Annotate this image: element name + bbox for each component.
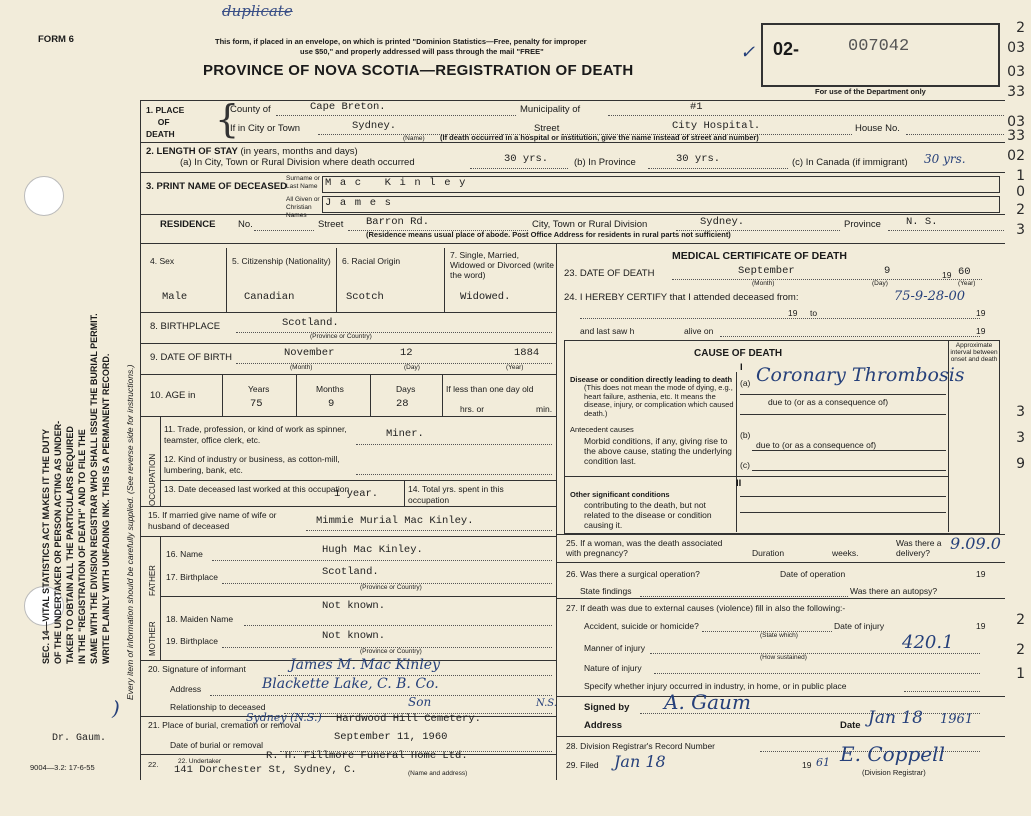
residence-city: Sydney.	[700, 216, 745, 228]
dob-month: November	[284, 347, 335, 359]
burial-place-prefix: Sydney (N.S.)	[246, 711, 322, 724]
filed-date: Jan 18	[614, 752, 666, 771]
attended-code: 75-9-28-00	[894, 289, 966, 304]
city-label: If in City or Town	[230, 123, 301, 134]
death-certificate-form: FORM 6 duplicate This form, if placed in an envelope, on which is printed "Dominion Statistics—Free, penalty for improper use $50," and properly addressed will pass through the mail "FREE" PROVINCE OF NOVA SCOTIA—REGISTRATION OF DEATH 02- 007042 For use of the Department only ✓ SEC. 14—VITAL STATISTICS ACT MAKES IT THE DUTY OF THE UNDERTAKER OR PERSON ACTING AS UNDER- TAKER TO OBTAIN ALL THE PARTICULARS REQUIRED IN THE "REGISTRATION OF DEATH" AND TO FILE THE SAME WITH THE DIVISION REGISTRAR WHO SHALL ISSUE THE BURIAL PERMIT. WRITE PLAINLY WITH UNFADING INK. THIS IS A PERMANENT RECORD. Every item of information should be carefully supplied. (See reverse side for instructions.) ) Dr. Gaum. 9004—3.2: 17-6-55 1. PLACE OF DEATH { County of Cape Breton. Municipality of #1 If in City or Town Sydney. (Name) Street City Hospital. House No. (If death occurred in a hospital or institution, give the name instead of street and number) 2. LENGTH OF STAY (in years, months and days) (a) In City, Town or Rural Division where death occurred 30 yrs. (b) In Province 30 yrs. (c) In Canada (if immigrant) 30 yrs. 3. PRINT NAME OF DECEASED Surname or Last Name Mac Kinley All Given or Christian Names James RESIDENCE No. Street Barron Rd. City, Town or Rural Division Sydney. Province N. S. (Residence means usual place of abode. Post Office Address for residents in rural parts not sufficient) 4. Sex 5. Citizenship (Nationality) 6. Racial Origin 7. Single, Married, Widowed or Divorced (write the word) Male Canadian Scotch Widowed. 8. BIRTHPLACE Scotland. (Province or Country) 9. DATE OF BIRTH November 12 1884 (Month) (Day) (Year) 10. AGE in Years Months Days 75 9 28 If less than one day old hrs. or min. OCCUPATION 11. Trade, profession, or kind of work as spinner, teamster, office clerk, etc. Miner. 12. Kind of industry or business, as cotton-mill, lumbering, bank, etc. 13. Date deceased last worked at this occupation 1 year. 14. Total yrs. spent in this occupation 15. If married give name of wife or husband of deceased Mimmie Murial Mac Kinley. FATHER 16. Name Hugh Mac Kinley. 17. Birthplace Scotland. (Province or Country) MOTHER 18. Maiden Name Not known. 19. Birthplace Not known. (Province or Country) 20. Signature of informant James M. Mac Kinley Address Blackette Lake, C. B. Co. N.S. Relationship to deceased Son 21. Place of burial, cremation or removal Sydney (N.S.) Hardwood Hill Cemetery. Date of burial or removal September 11, 1960 22. 22. Undertaker R. H. Fillmore Funeral Home Ltd. 141 Dorchester St, Sydney, C. (Name and address) MEDICAL CERTIFICATE OF DEATH 23. DATE OF DEATH September 9 19 60 (Month) (Day) (Year) 24. I HEREBY CERTIFY that I attended deceased from: 75-9-28-00 19 to 19 and last saw h alive on 19 CAUSE OF DEATH Approximate interval between onset and death I Disease or condition directly leading to death (This does not mean the mode of dying, e.g., heart failure, asthenia, etc. It means the disease, injury, or complication which caused death.) (a) Coronary Thrombosis due to (or as a consequence of) Antecedent causes Morbid conditions, if any, giving rise to the above cause, stating the underlying condition last. (b) due to (or as a consequence of) (c) II Other significant conditions contributing to the death, but not related to the disease or condition causing it. 25. If a woman, was the death associated with pregnancy? Duration weeks. Was there a delivery? 9.09.0 26. Was there a surgical operation? Date of operation 19 State findings Was there an autopsy? 27. If death was due to external causes (violence) fill in also the following:- Accident, suicide or homicide? Date of injury 19 (State which) Manner of injury 420.1 (How sustained) Nature of injury Specify whether injury occurred in industry, in home, or in public place Signed by A. Gaum Address Date Jan 18 1961 28. Division Registrar's Record Number 29. Filed Jan 18 19 61 E. Coppell (Division Registrar) 2 03 03 33 03 33 02 1 0 2 3 3 3 9 2 2 1	[0, 0, 1031, 816]
page-title: PROVINCE OF NOVA SCOTIA—REGISTRATION OF DEATH	[203, 62, 634, 79]
residence-label: RESIDENCE	[160, 219, 216, 230]
residence-street: Barron Rd.	[366, 216, 430, 228]
municipality-value: #1	[690, 101, 703, 113]
mother-birthplace: Not known.	[322, 630, 386, 642]
informant-signature: James M. Mac Kinley	[290, 657, 440, 673]
signed-by-signature: A. Gaum	[664, 690, 751, 714]
sidebar-mark: )	[112, 696, 120, 720]
informant-relation: Son	[408, 695, 432, 709]
stay-c-label: (c) In Canada (if immigrant)	[792, 157, 908, 168]
spouse-value: Mimmie Murial Mac Kinley.	[316, 515, 474, 527]
place-label: 1. PLACE OF DEATH	[146, 105, 185, 139]
municipality-label: Municipality of	[520, 104, 581, 115]
filed-year: 61	[816, 756, 830, 769]
burial-date: September 11, 1960	[334, 731, 448, 743]
stay-label: 2. LENGTH OF STAY (in years, months and days)	[146, 146, 358, 157]
registration-number-box	[761, 23, 1000, 87]
last-worked-value: 1 year.	[334, 488, 379, 500]
citizenship-value: Canadian	[244, 291, 295, 303]
stay-b-label: (b) In Province	[574, 157, 636, 168]
county-label: County of	[230, 104, 271, 115]
origin-value: Scotch	[346, 291, 384, 303]
signed-year: 1961	[940, 712, 974, 727]
delivery-code: 9.09.0	[950, 534, 1001, 553]
residence-province: N. S.	[906, 216, 938, 228]
age-months: 9	[328, 398, 335, 410]
stay-c-value: 30 yrs.	[924, 152, 966, 166]
father-side-label: FATHER	[148, 565, 157, 596]
burial-place: Hardwood Hill Cemetery.	[336, 713, 481, 725]
checkmark: ✓	[740, 42, 756, 63]
given-name-value: James	[325, 197, 400, 209]
reg-number: 007042	[848, 37, 910, 56]
house-label: House No.	[855, 123, 900, 134]
dob-day: 12	[400, 347, 413, 359]
mother-side-label: MOTHER	[148, 621, 157, 656]
occupation-side-label: OCCUPATION	[148, 453, 157, 506]
sidebar-instruction: Every item of information should be carefully supplied. (See reverse side for instructions.)	[125, 364, 135, 700]
surname-value: Mac Kinley	[325, 177, 475, 189]
father-birthplace: Scotland.	[322, 566, 379, 578]
sex-value: Male	[162, 291, 188, 303]
medical-title: MEDICAL CERTIFICATE OF DEATH	[672, 250, 847, 262]
manner-code: 420.1	[902, 632, 954, 653]
trade-value: Miner.	[386, 428, 424, 440]
death-day: 9	[884, 265, 891, 277]
residence-note: (Residence means usual place of abode. Post Office Address for residents in rural parts not sufficient)	[366, 230, 731, 239]
informant-address: Blackette Lake, C. B. Co.	[262, 676, 439, 692]
death-month: September	[738, 265, 795, 277]
given-name-boxes	[322, 196, 1000, 213]
death-year: 60	[958, 266, 971, 278]
mother-maiden: Not known.	[322, 600, 386, 612]
stay-b-value: 30 yrs.	[676, 153, 721, 165]
last-worked-label: 13. Date deceased last worked at this occupation	[164, 484, 350, 494]
reg-prefix: 02-	[773, 39, 800, 59]
father-name: Hugh Mac Kinley.	[322, 544, 423, 556]
hospital-note: (If death occurred in a hospital or institution, give the name instead of street and number)	[440, 133, 759, 142]
county-value: Cape Breton.	[310, 101, 386, 113]
sidebar-statute-text: SEC. 14—VITAL STATISTICS ACT MAKES IT THE DUTY OF THE UNDERTAKER OR PERSON ACTING AS UNDER- TAKER TO OBTAIN ALL THE PARTICULARS REQUIRED IN THE "REGISTRATION OF DEATH" AND TO FILE THE SAME WITH THE DIVISION REGISTRAR WHO SHALL ISSUE THE BURIAL PERMIT. WRITE PLAINLY WITH UNFADING INK. THIS IS A PERMANENT RECORD.	[41, 313, 111, 664]
cause-a-value: Coronary Thrombosis	[756, 364, 965, 386]
dob-year: 1884	[514, 347, 540, 359]
birthplace-value: Scotland.	[282, 317, 339, 329]
marital-value: Widowed.	[460, 291, 511, 303]
age-years: 75	[250, 398, 263, 410]
stay-a-label: (a) In City, Town or Rural Division where death occurred	[180, 157, 415, 168]
street-value: City Hospital.	[672, 120, 761, 132]
doctor-name: Dr. Gaum.	[52, 733, 107, 744]
undertaker-address: 141 Dorchester St, Sydney, C.	[174, 764, 357, 776]
envelope-note-2: use $50," and properly addressed will pass through the mail "FREE"	[300, 47, 544, 56]
city-value: Sydney.	[352, 120, 397, 132]
dept-note: For use of the Department only	[815, 87, 926, 96]
registrar-signature: E. Coppell	[840, 742, 945, 766]
age-days: 28	[396, 398, 409, 410]
form-label: FORM 6	[38, 34, 74, 45]
signed-date: Jan 18	[868, 708, 923, 728]
envelope-note-1: This form, if placed in an envelope, on which is printed "Dominion Statistics—Free, penalty for improper	[215, 37, 587, 46]
stay-a-value: 30 yrs.	[504, 153, 549, 165]
undertaker-name: R. H. Fillmore Funeral Home Ltd.	[266, 750, 468, 762]
street-label: Street	[534, 123, 560, 134]
duplicate-scribble: duplicate	[222, 2, 293, 20]
print-name-label: 3. PRINT NAME OF DECEASED	[146, 181, 287, 192]
form-code: 9004—3.2: 17-6-55	[30, 763, 95, 772]
